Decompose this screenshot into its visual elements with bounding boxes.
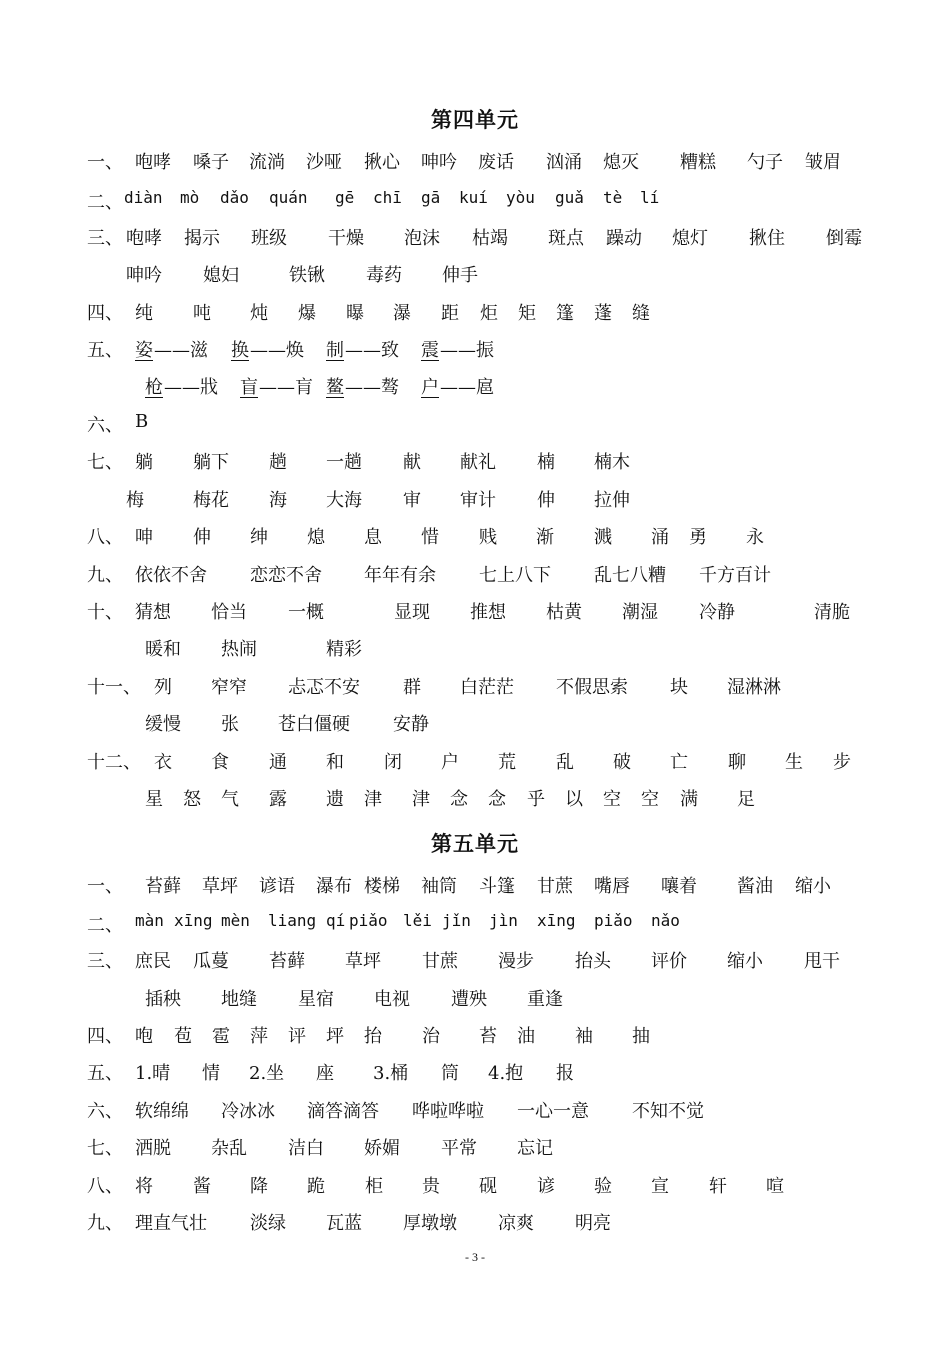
u4-q7-row-2 [0,486,950,516]
word: 乱 [556,752,574,773]
word: 酱 [193,1176,211,1197]
pair-char: 枪 [145,377,163,398]
word: 缓慢 [145,714,181,735]
word: 楼梯 [364,876,400,897]
word: 电视 [374,989,410,1010]
word: 破 [613,752,631,773]
pair-rest: ——扈 [440,377,494,398]
pair-rest: ——戕 [164,377,218,398]
u5-q9-row [0,1209,950,1239]
pinyin: tè [603,188,623,207]
word: 熄 [307,527,325,548]
word: 评价 [651,951,687,972]
word: 审计 [460,490,496,511]
word: 萍 [250,1026,268,1047]
word: 揪心 [364,152,400,173]
item: 4.抱 [488,1063,524,1084]
word: 精彩 [326,639,362,660]
pinyin: gē [335,188,355,207]
word: 通 [269,752,287,773]
word: 软绵绵 [135,1101,189,1122]
pinyin: jǐn [442,911,471,930]
u4-q11-row-2 [0,710,950,740]
word: 庶民 [135,951,171,972]
word: 斗篷 [479,876,515,897]
word: 不知不觉 [632,1101,704,1122]
word: 咆哮 [135,152,171,173]
word: 滴答滴答 [307,1101,379,1122]
pinyin: nǎo [651,911,680,930]
item: 筒 [441,1063,459,1084]
word: 瀑 [393,303,411,324]
word: 念 [450,789,468,810]
word: 伸 [193,527,211,548]
pinyin: xīng [537,911,576,930]
word: 熄灯 [672,228,708,249]
item: 情 [202,1063,220,1084]
u4-q6-num: 六、 [87,415,123,436]
word: 躁动 [606,228,642,249]
word: 闭 [384,752,402,773]
word: 空 [641,789,659,810]
word: 星 [145,789,163,810]
u5-q3-row [0,947,950,977]
word: 枯竭 [472,228,508,249]
word: 皱眉 [805,152,841,173]
u5-q6-num: 六、 [87,1101,123,1122]
u4-q7-row [0,448,950,478]
word: 一概 [288,602,324,623]
word: 息 [364,527,382,548]
u4-q11-num: 十一、 [87,677,141,698]
word: 显现 [394,602,430,623]
word: 评 [288,1026,306,1047]
word: 忘记 [517,1138,553,1159]
word: 冷冰冰 [221,1101,275,1122]
pinyin: mèn [221,911,250,930]
word: 献礼 [460,452,496,473]
pinyin: qí [326,911,346,930]
u5-q7-row [0,1134,950,1164]
word: 倒霉 [826,228,862,249]
word: 清脆 [814,602,850,623]
word: 惜 [421,527,439,548]
word: 熄灭 [603,152,639,173]
word: 杂乱 [211,1138,247,1159]
word: 废话 [478,152,514,173]
u4-q5-row [0,336,950,366]
pinyin: gā [421,188,441,207]
word: 勺子 [747,152,783,173]
item: 2.坐 [249,1063,285,1084]
u5-q3-row-2 [0,985,950,1015]
u5-q1-row [0,872,950,902]
word: 贱 [479,527,497,548]
word: 甘蔗 [422,951,458,972]
word: 楠 [537,452,555,473]
u4-q12-row [0,748,950,778]
word: 降 [250,1176,268,1197]
word: 嗓子 [193,152,229,173]
pinyin: yòu [506,188,535,207]
word: 验 [594,1176,612,1197]
word: 大海 [326,490,362,511]
word: 嚷着 [661,876,697,897]
word: 苔 [479,1026,497,1047]
word: 漫步 [498,951,534,972]
word: 泡沫 [404,228,440,249]
word: 勇 [689,527,707,548]
word: 汹涌 [546,152,582,173]
word: 跪 [307,1176,325,1197]
pinyin: jìn [489,911,518,930]
u5-q7-num: 七、 [87,1138,123,1159]
word: 矩 [518,303,536,324]
word: 露 [269,789,287,810]
word: 千方百计 [699,565,771,586]
word: 爆 [298,303,316,324]
word: 甘蔗 [537,876,573,897]
word: 蓬 [594,303,612,324]
word: 抬头 [575,951,611,972]
pinyin: piǎo [594,911,633,930]
word: 枯黄 [546,602,582,623]
word: 怒 [183,789,201,810]
word: 生 [785,752,803,773]
word: 炖 [250,303,268,324]
word: 湿淋淋 [727,677,781,698]
word: 安静 [393,714,429,735]
word: 理直气壮 [135,1213,207,1234]
word: 呻吟 [421,152,457,173]
u4-q3-row-2 [0,261,950,291]
word: 贵 [422,1176,440,1197]
word: 涌 [651,527,669,548]
word: 推想 [470,602,506,623]
word: 苔藓 [269,951,305,972]
word: 平常 [441,1138,477,1159]
word: 热闹 [221,639,257,660]
word: 明亮 [575,1213,611,1234]
u4-q11-row [0,673,950,703]
word: 柜 [365,1176,383,1197]
u4-q8-num: 八、 [87,527,123,548]
pair-rest: ——肓 [259,377,313,398]
unit4-title: 第四单元 [431,107,519,132]
word: 一趟 [326,452,362,473]
word: 乎 [527,789,545,810]
pinyin: diàn [124,188,163,207]
word: 空 [603,789,621,810]
word: 酱油 [737,876,773,897]
word: 哗啦哗啦 [412,1101,484,1122]
word: 袖 [575,1026,593,1047]
word: 缝 [632,303,650,324]
u4-q3-row [0,224,950,254]
word: 躺 [135,452,153,473]
u4-q3-num: 三、 [87,228,123,249]
word: 沙哑 [306,152,342,173]
word: 厚墩墩 [403,1213,457,1234]
word: 永 [746,527,764,548]
u5-q2-num: 二、 [87,915,123,936]
word: 袖筒 [421,876,457,897]
word: 梅 [126,490,144,511]
word: 将 [135,1176,153,1197]
word: 油 [517,1026,535,1047]
word: 重逢 [527,989,563,1010]
word: 依依不舍 [135,565,207,586]
answer: B [135,411,149,432]
word: 户 [441,752,459,773]
u4-q4-num: 四、 [87,303,123,324]
word: 草坪 [345,951,381,972]
word: 铁锹 [289,265,325,286]
pair-char: 鳌 [326,377,344,398]
item: 3.桶 [373,1063,409,1084]
u5-q9-num: 九、 [87,1213,123,1234]
word: 苍白僵硬 [278,714,350,735]
u5-q4-row [0,1022,950,1052]
word: 窄窄 [211,677,247,698]
word: 审 [403,490,421,511]
u4-q10-row [0,598,950,628]
word: 呻 [135,527,153,548]
u5-q8-num: 八、 [87,1176,123,1197]
u5-q1-num: 一、 [87,876,123,897]
u4-q5-row-2 [0,373,950,403]
word: 忐忑不安 [288,677,360,698]
u5-q3-num: 三、 [87,951,123,972]
word: 淡绿 [250,1213,286,1234]
word: 不假思索 [556,677,628,698]
word: 列 [154,677,172,698]
word: 海 [269,490,287,511]
u5-q5-num: 五、 [87,1063,123,1084]
u4-q4-row [0,299,950,329]
word: 洁白 [288,1138,324,1159]
word: 草坪 [202,876,238,897]
word: 抬 [364,1026,382,1047]
pair-char: 制 [326,340,344,361]
u4-q6-row [0,411,950,441]
word: 距 [441,303,459,324]
word: 和 [326,752,344,773]
word: 溅 [594,527,612,548]
pair-rest: ——致 [345,340,399,361]
word: 献 [403,452,421,473]
word: 砚 [479,1176,497,1197]
pinyin: guǎ [555,188,584,207]
word: 缩小 [727,951,763,972]
word: 张 [221,714,239,735]
pair-char: 姿 [135,340,153,361]
word: 乱七八糟 [594,565,666,586]
word: 以 [565,789,583,810]
word: 白茫茫 [460,677,514,698]
word: 猜想 [135,602,171,623]
word: 渐 [536,527,554,548]
pinyin: liang [268,911,317,930]
pair-rest: ——骜 [345,377,399,398]
u4-q12-num: 十二、 [87,752,141,773]
item: 1.晴 [135,1063,171,1084]
u4-q12-row-2 [0,785,950,815]
pinyin: lěi [403,911,432,930]
word: 糟糕 [680,152,716,173]
u4-q9-num: 九、 [87,565,123,586]
word: 宣 [651,1176,669,1197]
u5-q5-row [0,1059,950,1089]
word: 曝 [346,303,364,324]
u5-q8-row [0,1172,950,1202]
word: 娇媚 [364,1138,400,1159]
u5-q2-row [0,911,950,941]
word: 气 [221,789,239,810]
pinyin: piǎo [349,911,388,930]
word: 毒药 [366,265,402,286]
item: 报 [556,1063,574,1084]
word: 津 [412,789,430,810]
u4-q9-row [0,561,950,591]
word: 伸手 [442,265,478,286]
pair-char: 换 [231,340,249,361]
word: 满 [680,789,698,810]
u5-q6-row [0,1097,950,1127]
word: 一心一意 [517,1101,589,1122]
word: 楠木 [594,452,630,473]
word: 瓜蔓 [193,951,229,972]
word: 嘴唇 [594,876,630,897]
pair-rest: ——振 [440,340,494,361]
word: 媳妇 [203,265,239,286]
u4-q8-row [0,523,950,553]
word: 雹 [212,1026,230,1047]
pinyin: xīng [174,911,213,930]
word: 绅 [250,527,268,548]
word: 恋恋不舍 [250,565,322,586]
word: 篷 [556,303,574,324]
word: 咆 [135,1026,153,1047]
pinyin: kuí [459,188,488,207]
u4-q2-row [0,188,950,218]
word: 流淌 [249,152,285,173]
word: 衣 [154,752,172,773]
word: 揭示 [184,228,220,249]
pinyin: mò [180,188,200,207]
word: 揪住 [749,228,785,249]
word: 治 [422,1026,440,1047]
word: 念 [488,789,506,810]
word: 地缝 [221,989,257,1010]
pinyin: quán [269,188,308,207]
word: 坪 [326,1026,344,1047]
word: 恰当 [211,602,247,623]
word: 喧 [766,1176,784,1197]
word: 躺下 [193,452,229,473]
word: 年年有余 [364,565,436,586]
word: 津 [364,789,382,810]
word: 食 [211,752,229,773]
pair-char: 户 [421,377,439,398]
word: 足 [737,789,755,810]
pair-rest: ——焕 [250,340,304,361]
word: 潮湿 [622,602,658,623]
unit5-title: 第五单元 [431,831,519,856]
page-number: - 3 - [465,1250,485,1264]
u5-q4-num: 四、 [87,1026,123,1047]
word: 缩小 [795,876,831,897]
word: 冷静 [699,602,735,623]
u4-q1-row [0,148,950,178]
word: 谚语 [259,876,295,897]
word: 苞 [174,1026,192,1047]
pinyin: màn [135,911,164,930]
pair-char: 震 [421,340,439,361]
word: 聊 [728,752,746,773]
word: 群 [403,677,421,698]
word: 星宿 [298,989,334,1010]
word: 拉伸 [594,490,630,511]
word: 洒脱 [135,1138,171,1159]
pinyin: dǎo [220,188,249,207]
word: 轩 [709,1176,727,1197]
word: 谚 [537,1176,555,1197]
word: 苔藓 [145,876,181,897]
word: 凉爽 [498,1213,534,1234]
pinyin: lí [640,188,660,207]
word: 班级 [251,228,287,249]
u4-q5-num: 五、 [87,340,123,361]
item: 座 [316,1063,334,1084]
u4-q10-row-2 [0,635,950,665]
word: 呻吟 [126,265,162,286]
u4-q2-num: 二、 [87,192,123,213]
word: 荒 [498,752,516,773]
word: 纯 [135,303,153,324]
word: 瀑布 [316,876,352,897]
word: 暖和 [145,639,181,660]
word: 趟 [269,452,287,473]
word: 吨 [193,303,211,324]
pinyin: chī [373,188,402,207]
word: 遗 [326,789,344,810]
word: 七上八下 [479,565,551,586]
word: 咆哮 [126,228,162,249]
word: 伸 [537,490,555,511]
pair-char: 盲 [240,377,258,398]
word: 干燥 [328,228,364,249]
word: 插秧 [145,989,181,1010]
word: 亡 [670,752,688,773]
word: 甩干 [804,951,840,972]
pair-rest: ——滋 [154,340,208,361]
u4-q7-num: 七、 [87,452,123,473]
word: 炬 [480,303,498,324]
word: 块 [670,677,688,698]
word: 瓦蓝 [326,1213,362,1234]
u4-q10-num: 十、 [87,602,123,623]
word: 步 [833,752,851,773]
word: 斑点 [548,228,584,249]
word: 遭殃 [451,989,487,1010]
u4-q1-num: 一、 [87,152,123,173]
word: 抽 [632,1026,650,1047]
word: 梅花 [193,490,229,511]
